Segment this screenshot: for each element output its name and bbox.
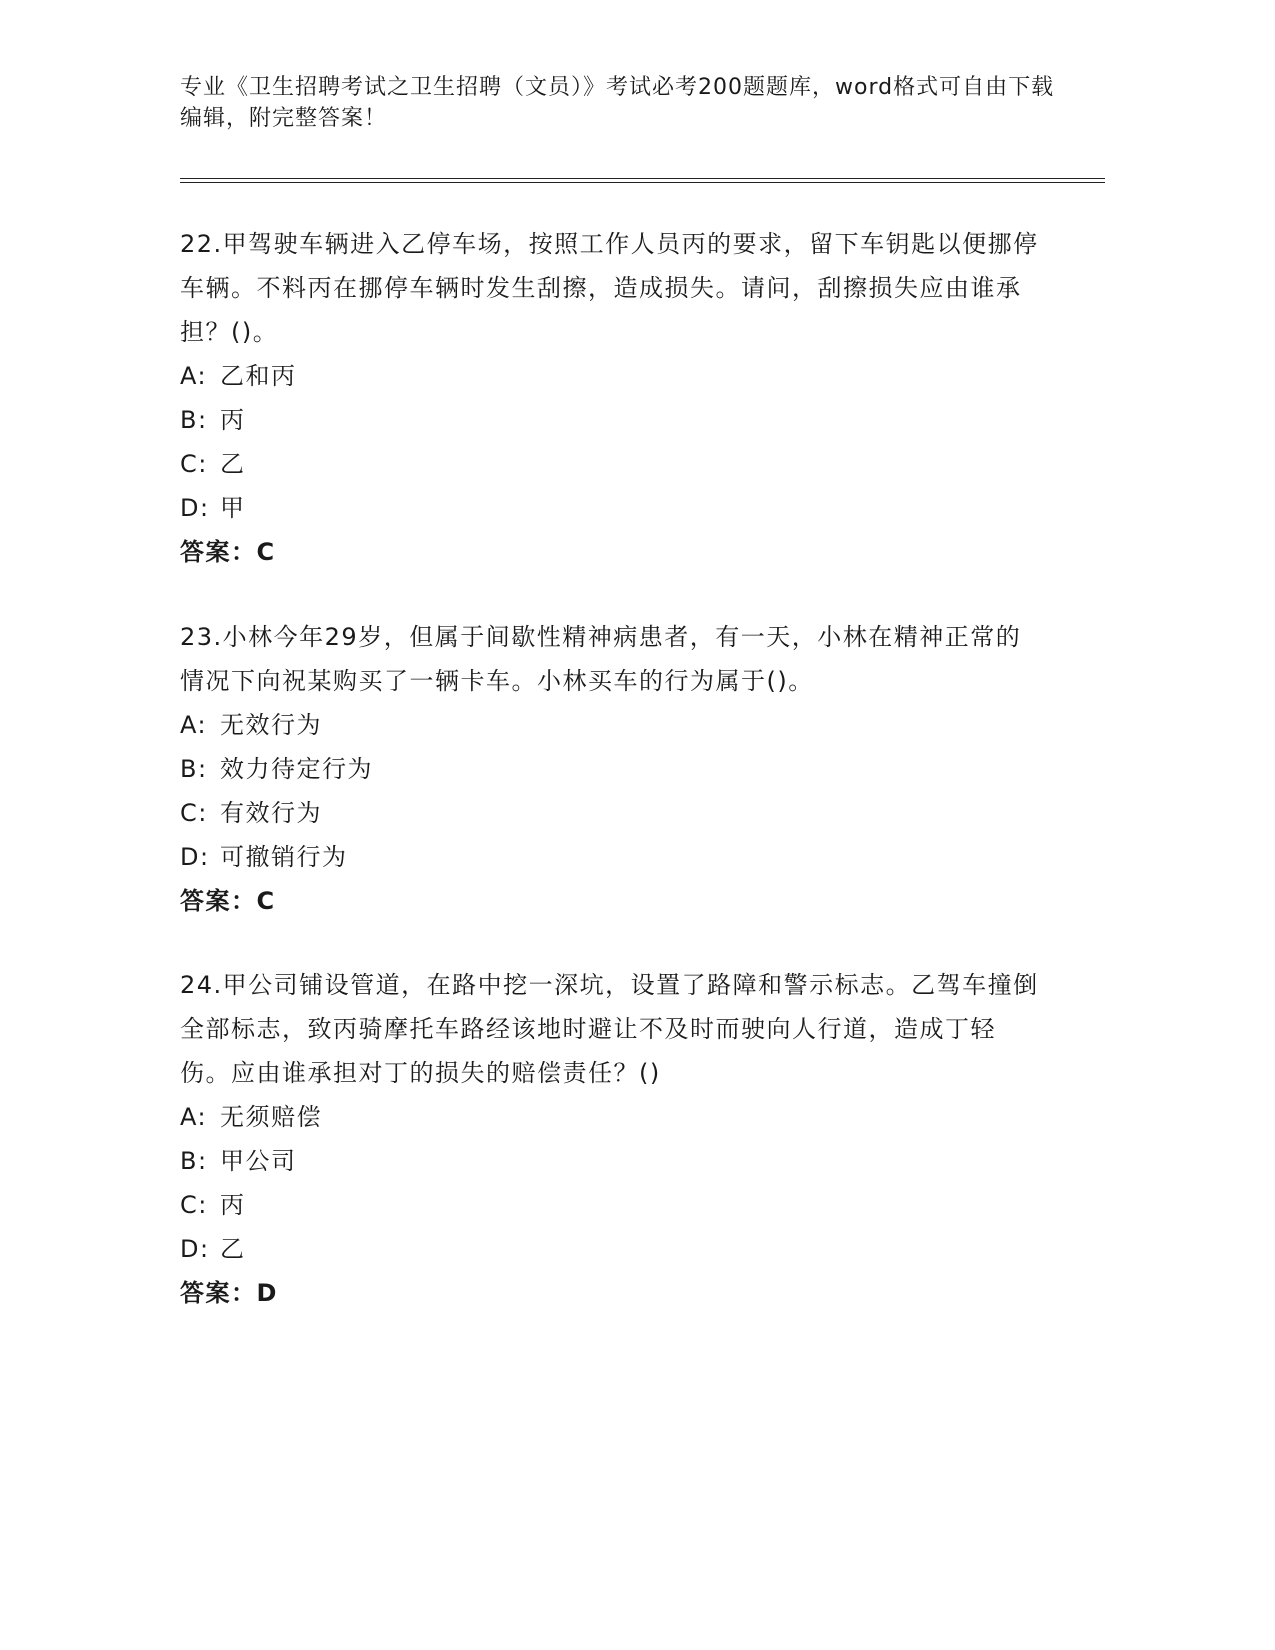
option-d	[180, 486, 1040, 530]
option-text: 效力待定行为	[220, 755, 373, 783]
option-c	[180, 791, 1040, 835]
option-letter: B:	[180, 755, 208, 783]
option-text: 无须赔偿	[220, 1103, 322, 1131]
question-stem: 24.甲公司铺设管道，在路中挖一深坑，设置了路障和警示标志。乙驾车撞倒全部标志，致丙骑摩托车路经该地时避让不及时而驶向人行道，造成丁轻伤。应由谁承担对丁的损失的赔偿责任？()	[180, 971, 1039, 1087]
option-text: 丙	[220, 406, 246, 434]
option-text: 乙	[220, 1235, 246, 1263]
option-letter: C:	[180, 450, 208, 478]
question-block	[180, 222, 1040, 574]
option-text: 乙	[220, 450, 246, 478]
option-a	[180, 354, 1040, 398]
option-letter: A:	[180, 711, 208, 739]
option-letter: C:	[180, 799, 208, 827]
option-d	[180, 1227, 1040, 1271]
answer: 答案：D	[180, 1279, 278, 1307]
option-letter: C:	[180, 1191, 208, 1219]
option-text: 乙和丙	[220, 362, 297, 390]
question-stem: 22.甲驾驶车辆进入乙停车场，按照工作人员丙的要求，留下车钥匙以便挪停车辆。不料丙在挪停车辆时发生刮擦，造成损失。请问，刮擦损失应由谁承担？()。	[180, 230, 1039, 346]
question-block	[180, 963, 1040, 1315]
option-c	[180, 442, 1040, 486]
option-b	[180, 1139, 1040, 1183]
answer: 答案：C	[180, 887, 276, 915]
option-b	[180, 398, 1040, 442]
option-b	[180, 747, 1040, 791]
option-letter: D:	[180, 1235, 210, 1263]
option-text: 甲公司	[220, 1147, 297, 1175]
option-text: 丙	[220, 1191, 246, 1219]
header-divider	[180, 178, 1105, 183]
question-stem: 23.小林今年29岁，但属于间歇性精神病患者，有一天，小林在精神正常的情况下向祝某购买了一辆卡车。小林买车的行为属于()。	[180, 623, 1022, 695]
option-letter: A:	[180, 1103, 208, 1131]
option-a	[180, 1095, 1040, 1139]
option-letter: B:	[180, 406, 208, 434]
question-block	[180, 615, 1040, 923]
answer: 答案：C	[180, 538, 276, 566]
option-text: 有效行为	[220, 799, 322, 827]
option-letter: B:	[180, 1147, 208, 1175]
option-letter: D:	[180, 494, 210, 522]
document-header: 专业《卫生招聘考试之卫生招聘（文员）》考试必考200题题库，word格式可自由下载编辑，附完整答案！	[180, 75, 1055, 131]
option-text: 无效行为	[220, 711, 322, 739]
option-text: 甲	[220, 494, 246, 522]
option-text: 可撤销行为	[220, 843, 348, 871]
option-letter: D:	[180, 843, 210, 871]
option-d	[180, 835, 1040, 879]
option-c	[180, 1183, 1040, 1227]
option-a	[180, 703, 1040, 747]
option-letter: A:	[180, 362, 208, 390]
